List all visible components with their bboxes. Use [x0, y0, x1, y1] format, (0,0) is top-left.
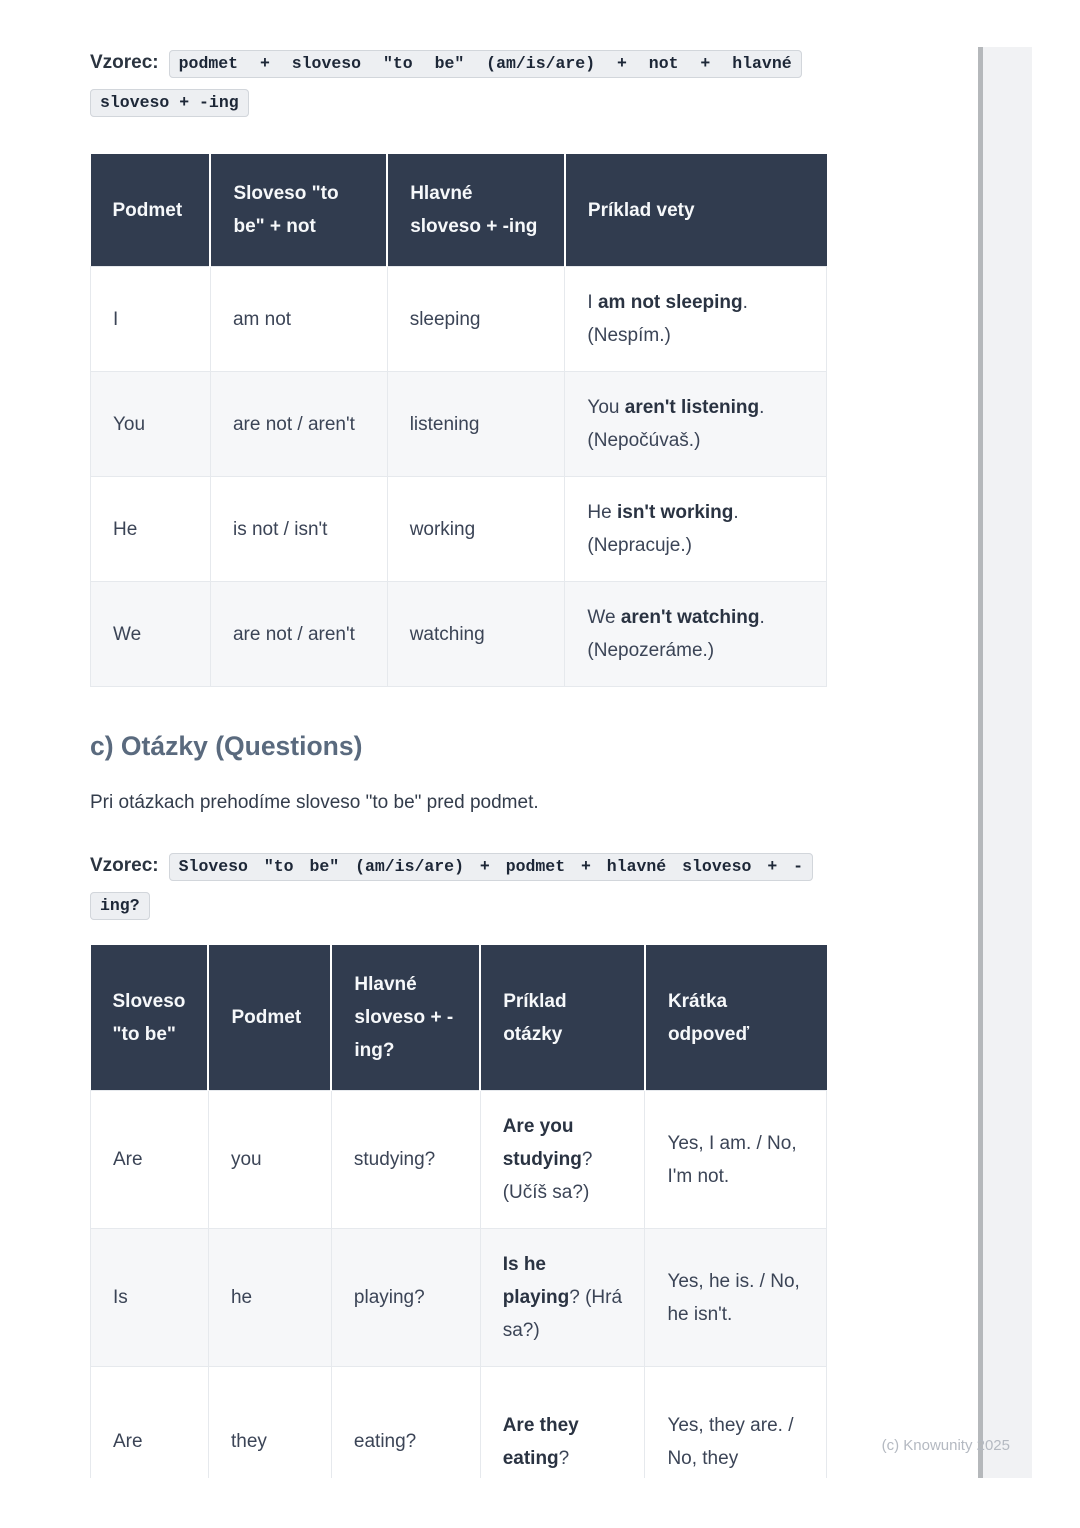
example-translation: (Nepočúvaš.) — [587, 430, 701, 451]
cell-main-verb: listening — [387, 372, 565, 477]
table-header-row — [91, 945, 827, 1091]
column-header: Príklad vety — [565, 154, 827, 267]
column-header: Sloveso "to be" — [91, 945, 209, 1091]
cell-example: You aren't listening. (Nepočúvaš.) — [565, 372, 827, 477]
example-translation: (Hrá sa?) — [502, 1287, 623, 1341]
cell-tobe-not: am not — [210, 267, 387, 372]
formula-code-line1: podmet + sloveso "to be" (am/is/are) + not + hlavné — [169, 50, 802, 78]
example-translation: (Nespím.) — [587, 325, 671, 346]
cell-tobe: Are — [91, 1367, 209, 1517]
section-intro: Pri otázkach prehodíme sloveso "to be" pred podmet. — [90, 792, 539, 813]
formula-code-line2: sloveso + -ing — [90, 89, 249, 117]
formula-code-line2: ing? — [90, 892, 150, 920]
cell-subject: You — [91, 372, 211, 477]
formula-code-line1: Sloveso "to be" (am/is/are) + podmet + hlavné sloveso + - — [169, 853, 813, 881]
example-translation: (Nepracuje.) — [587, 535, 692, 556]
question-table — [90, 945, 827, 1517]
page-break-mask — [0, 1478, 1080, 1528]
cell-main-verb: playing? — [331, 1229, 480, 1367]
cell-example: He isn't working. (Nepracuje.) — [565, 477, 827, 582]
formula-question — [90, 847, 827, 925]
cell-short-answer: Yes, I am. / No, I'm not. — [645, 1091, 827, 1229]
cell-example: Are they eating? — [480, 1367, 645, 1517]
example-translation: (Nepozeráme.) — [587, 640, 715, 661]
table-row — [91, 267, 827, 372]
cell-example: I am not sleeping. (Nespím.) — [565, 267, 827, 372]
formula-label: Vzorec: — [90, 52, 159, 73]
cell-main-verb: sleeping — [387, 267, 565, 372]
cell-tobe: Is — [91, 1229, 209, 1367]
negation-table — [90, 154, 827, 687]
cell-short-answer: Yes, they are. / No, they — [645, 1367, 827, 1517]
column-header: Sloveso "to be" + not — [210, 154, 387, 267]
table-row — [91, 1091, 827, 1229]
example-translation: (Učíš sa?) — [502, 1182, 590, 1203]
cell-main-verb: watching — [387, 582, 565, 687]
table-header-row — [91, 154, 827, 267]
column-header: Hlavné sloveso + -ing — [387, 154, 565, 267]
document-page — [90, 0, 827, 1517]
cell-subject: they — [208, 1367, 331, 1517]
cell-example: Is he playing? (Hrá sa?) — [480, 1229, 645, 1367]
cell-tobe: Are — [91, 1091, 209, 1229]
cell-tobe-not: are not / aren't — [210, 372, 387, 477]
cell-example: Are you studying? (Učíš sa?) — [480, 1091, 645, 1229]
cell-short-answer: Yes, he is. / No, he isn't. — [645, 1229, 827, 1367]
cell-main-verb: eating? — [331, 1367, 480, 1517]
scrollbar-track[interactable] — [978, 47, 1032, 1478]
cell-subject: He — [91, 477, 211, 582]
column-header: Príklad otázky — [480, 945, 645, 1091]
watermark: (c) Knowunity 2025 — [881, 1437, 1010, 1454]
column-header: Podmet — [91, 154, 211, 267]
section-heading: c) Otázky (Questions) — [90, 731, 363, 761]
cell-subject: We — [91, 582, 211, 687]
column-header: Podmet — [208, 945, 331, 1091]
cell-example: We aren't watching. (Nepozeráme.) — [565, 582, 827, 687]
cell-subject: he — [208, 1229, 331, 1367]
cell-tobe-not: are not / aren't — [210, 582, 387, 687]
cell-tobe-not: is not / isn't — [210, 477, 387, 582]
column-header: Krátka odpoveď — [645, 945, 827, 1091]
cell-subject: you — [208, 1091, 331, 1229]
formula-label: Vzorec: — [90, 855, 159, 876]
cell-subject: I — [91, 267, 211, 372]
table-row — [91, 372, 827, 477]
formula-negative — [90, 44, 827, 122]
cell-main-verb: studying? — [331, 1091, 480, 1229]
table-row — [91, 582, 827, 687]
column-header: Hlavné sloveso + -ing? — [331, 945, 480, 1091]
cell-main-verb: working — [387, 477, 565, 582]
table-row — [91, 477, 827, 582]
table-row — [91, 1229, 827, 1367]
